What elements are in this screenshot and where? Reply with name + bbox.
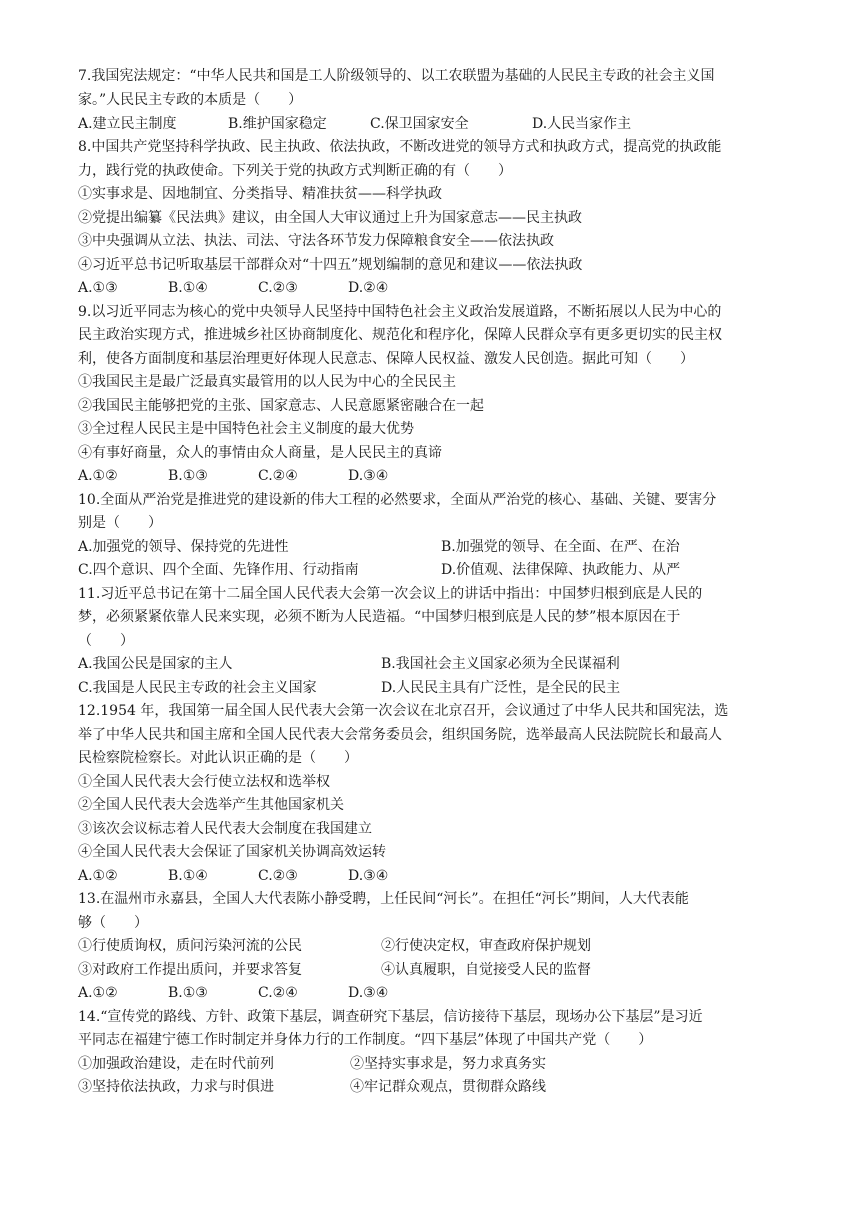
question-9-option-d[interactable]: D.③④ — [348, 468, 389, 484]
question-9-stem-line-1: 9.以习近平同志为核心的党中央领导人民坚持中国特色社会主义政治发展道路，不断拓展以人民为中心的 — [78, 304, 722, 320]
question-11-option-b[interactable]: B.我国社会主义国家必须为全民谋福利 — [381, 656, 620, 672]
question-12-item-3: ③该次会议标志着人民代表大会制度在我国建立 — [78, 821, 372, 837]
question-10-option-d[interactable]: D.价值观、法律保障、执政能力、从严 — [441, 562, 681, 578]
question-8-item-2: ②党提出编纂《民法典》建议，由全国人大审议通过上升为国家意志——民主执政 — [78, 210, 582, 226]
question-12-item-4: ④全国人民代表大会保证了国家机关协调高效运转 — [78, 844, 386, 860]
question-8-stem-line-1: 8.中国共产党坚持科学执政、民主执政、依法执政，不断改进党的领导方式和执政方式，提高党的执政能 — [78, 139, 722, 155]
question-10-stem-line-1: 10.全面从严治党是推进党的建设新的伟大工程的必然要求，全面从严治党的核心、基础、关键、要害分 — [78, 492, 717, 508]
question-8-stem-line-2: 力，践行党的执政使命。下列关于党的执政方式判断正确的有（ ） — [78, 163, 512, 179]
question-9-item-2: ②我国民主能够把党的主张、国家意志、人民意愿紧密融合在一起 — [78, 398, 484, 414]
question-12-item-1: ①全国人民代表大会行使立法权和选举权 — [78, 774, 330, 790]
question-11-option-a[interactable]: A.我国公民是国家的主人 — [78, 656, 233, 672]
question-13-item-1: ①行使质询权，质问污染河流的公民 — [78, 938, 302, 954]
question-12-option-c[interactable]: C.②③ — [258, 868, 298, 884]
question-7-option-c[interactable]: C.保卫国家安全 — [370, 116, 469, 132]
question-10-stem-line-2: 别是（ ） — [78, 515, 162, 531]
question-9-option-c[interactable]: C.②④ — [258, 468, 298, 484]
question-9-stem-line-3: 利，使各方面制度和基层治理更好体现人民意志、保障人民权益、激发人民创造。据此可知（ ） — [78, 351, 694, 367]
question-10-option-a[interactable]: A.加强党的领导、保持党的先进性 — [78, 539, 289, 555]
question-12-item-2: ②全国人民代表大会选举产生其他国家机关 — [78, 797, 344, 813]
question-14-item-2: ②坚持实事求是，努力求真务实 — [350, 1056, 546, 1072]
question-12-option-a[interactable]: A.①② — [78, 868, 118, 884]
question-9-stem-line-2: 民主政治实现方式，推进城乡社区协商制度化、规范化和程序化，保障人民群众享有更多更切实的民主权 — [78, 327, 722, 343]
question-13-stem-line-2: 够（ ） — [78, 915, 148, 931]
question-7-option-a[interactable]: A.建立民主制度 — [78, 116, 177, 132]
question-8-item-4: ④习近平总书记听取基层干部群众对“十四五”规划编制的意见和建议——依法执政 — [78, 257, 583, 273]
question-12-stem-line-3: 民检察院检察长。对此认识正确的是（ ） — [78, 750, 358, 766]
question-11-stem-line-1: 11.习近平总书记在第十二届全国人民代表大会第一次会议上的讲话中指出：中国梦归根到底是人民的 — [78, 586, 703, 602]
question-14-item-4: ④牢记群众观点，贯彻群众路线 — [350, 1079, 546, 1095]
question-13-option-a[interactable]: A.①② — [78, 985, 118, 1001]
question-8-option-c[interactable]: C.②③ — [258, 280, 298, 296]
question-13-option-c[interactable]: C.②④ — [258, 985, 298, 1001]
question-9-item-3: ③全过程人民民主是中国特色社会主义制度的最大优势 — [78, 421, 414, 437]
question-14-item-3: ③坚持依法执政，力求与时俱进 — [78, 1079, 274, 1095]
question-10-option-c[interactable]: C.四个意识、四个全面、先锋作用、行动指南 — [78, 562, 359, 578]
question-8-option-d[interactable]: D.②④ — [348, 280, 389, 296]
question-12-stem-line-2: 举了中华人民共和国主席和全国人民代表大会常务委员会，组织国务院，选举最高人民法院院长和最高人 — [78, 727, 722, 743]
question-7-stem-line-2: 家。”人民民主专政的本质是（ ） — [78, 92, 303, 108]
question-12-option-d[interactable]: D.③④ — [348, 868, 389, 884]
question-14-item-1: ①加强政治建设，走在时代前列 — [78, 1056, 274, 1072]
question-11-stem-line-2: 梦，必须紧紧依靠人民来实现，必须不断为人民造福。“中国梦归根到底是人民的梦”根本原因在于 — [78, 609, 681, 625]
question-8-option-b[interactable]: B.①④ — [168, 280, 208, 296]
question-8-option-a[interactable]: A.①③ — [78, 280, 118, 296]
question-8-item-3: ③中央强调从立法、执法、司法、守法各环节发力保障粮食安全——依法执政 — [78, 233, 554, 249]
question-13-item-4: ④认真履职，自觉接受人民的监督 — [381, 962, 591, 978]
question-14-stem-line-1: 14.“宣传党的路线、方针、政策下基层，调查研究下基层，信访接待下基层，现场办公下基层”是习近 — [78, 1009, 703, 1025]
question-13-item-2: ②行使决定权，审查政府保护规划 — [381, 938, 591, 954]
question-7-option-d[interactable]: D.人民当家作主 — [532, 116, 632, 132]
question-11-stem-line-3: （ ） — [78, 633, 134, 649]
question-13-option-b[interactable]: B.①③ — [168, 985, 208, 1001]
question-13-item-3: ③对政府工作提出质问，并要求答复 — [78, 962, 302, 978]
question-13-option-d[interactable]: D.③④ — [348, 985, 389, 1001]
question-9-option-a[interactable]: A.①② — [78, 468, 118, 484]
question-12-option-b[interactable]: B.①④ — [168, 868, 208, 884]
question-14-stem-line-2: 平同志在福建宁德工作时制定并身体力行的工作制度。“四下基层”体现了中国共产党（ ） — [78, 1032, 653, 1048]
question-9-option-b[interactable]: B.①③ — [168, 468, 208, 484]
question-12-stem-line-1: 12.1954 年，我国第一届全国人民代表大会第一次会议在北京召开，会议通过了中华人民共和国宪法，选 — [78, 703, 729, 719]
question-8-item-1: ①实事求是、因地制宜、分类指导、精准扶贫——科学执政 — [78, 186, 442, 202]
question-11-option-c[interactable]: C.我国是人民民主专政的社会主义国家 — [78, 680, 317, 696]
question-7-option-b[interactable]: B.维护国家稳定 — [228, 116, 327, 132]
question-10-option-b[interactable]: B.加强党的领导、在全面、在严、在治 — [441, 539, 680, 555]
question-9-item-1: ①我国民主是最广泛最真实最管用的以人民为中心的全民民主 — [78, 374, 456, 390]
question-13-stem-line-1: 13.在温州市永嘉县，全国人大代表陈小静受聘，上任民间“河长”。在担任“河长”期间，人大代表能 — [78, 891, 689, 907]
question-11-option-d[interactable]: D.人民民主具有广泛性，是全民的民主 — [381, 680, 621, 696]
question-9-item-4: ④有事好商量，众人的事情由众人商量，是人民民主的真谛 — [78, 445, 442, 461]
question-7-stem-line-1: 7.我国宪法规定：“中华人民共和国是工人阶级领导的、以工农联盟为基础的人民民主专政的社会主义国 — [78, 68, 715, 84]
